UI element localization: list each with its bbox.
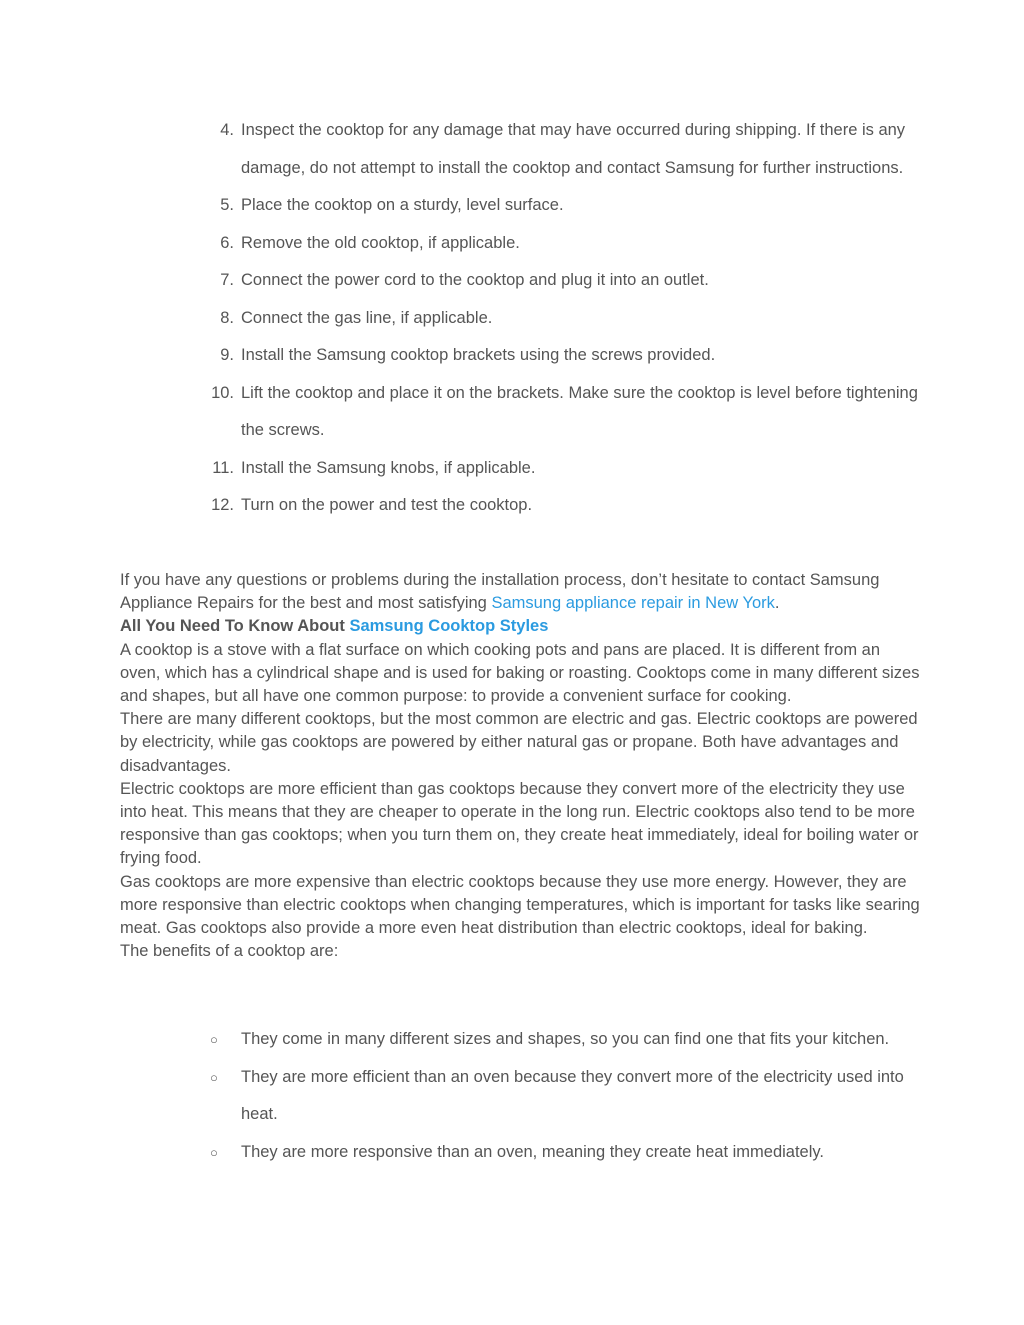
step-text: Connect the gas line, if applicable. [241,308,493,327]
benefit-text: They are more responsive than an oven, meaning they create heat immediately. [241,1142,825,1161]
bullet-icon: ○ [210,1069,218,1085]
cooktop-styles-link[interactable]: Samsung Cooktop Styles [349,617,549,636]
step-number: 10. [211,383,234,402]
paragraph: There are many different cooktops, but the most common are electric and gas. Electric cooktops are powered by electricity, while gas cooktops are powered by either natural gas or propane. Both have advantages and disadvantages. [120,710,918,775]
intro-text: If you have any questions or problems during the installation process, don’t hesitate to contact Samsung Appliance Repairs for the best and most satisfying [120,571,880,613]
list-item [120,450,920,488]
step-text: Place the cooktop on a sturdy, level surface. [241,196,564,214]
intro-period: . [774,594,780,613]
installation-steps-list [120,112,920,525]
list-item [120,1059,920,1134]
step-text: Install the Samsung knobs, if applicable. [241,458,536,477]
bullet-icon: ○ [210,1032,218,1047]
list-item [120,112,920,187]
list-item [120,337,920,375]
step-text: Remove the old cooktop, if applicable. [241,233,520,252]
list-item [120,1134,920,1172]
step-text: Inspect the cooktop for any damage that may have occurred during shipping. If there is any damage, do not attempt to install the cooktop and contact Samsung for further instructions. [241,121,906,177]
list-item [120,300,920,338]
paragraph: Gas cooktops are more expensive than electric cooktops because they use more energy. However, they are more responsive than electric cooktops when changing temperatures, which is important for tasks like searing meat. Gas cooktops also provide a more even heat distribution than electric cooktops, ideal for baking. [120,872,920,938]
list-item [120,375,920,450]
step-number: 7. [220,271,234,289]
benefits-list [120,1021,920,1171]
step-number: 8. [220,308,234,327]
step-number: 11. [212,458,234,477]
benefit-text: They come in many different sizes and shapes, so you can find one that fits your kitchen. [241,1030,890,1048]
list-item [120,1021,920,1059]
step-text: Connect the power cord to the cooktop and plug it into an outlet. [241,271,709,289]
step-number: 12. [211,496,234,514]
paragraph: Electric cooktops are more efficient than gas cooktops because they convert more of the electricity they use into heat. This means that they are cheaper to operate in the long run. Electric cooktops also tend to be more responsive than gas cooktops; when you turn them on, they create heat immediately, ideal for boiling water or frying food. [120,779,919,868]
step-text: Install the Samsung cooktop brackets using the screws provided. [241,346,716,364]
article-body [120,569,920,963]
heading-text: All You Need To Know About [120,617,350,636]
benefit-text: They are more efficient than an oven because they convert more of the electricity used into heat. [241,1067,904,1123]
paragraph: A cooktop is a stove with a flat surface on which cooking pots and pans are placed. It is different from an oven, which has a cylindrical shape and is used for baking or roasting. Cooktops come in many different sizes and shapes, but all have one common purpose: to provide a convenient surface for cooking. [120,640,920,706]
samsung-repair-link[interactable]: Samsung appliance repair in New York [491,594,775,613]
step-number: 5. [220,196,234,214]
step-number: 6. [220,233,234,252]
step-number: 9. [220,346,234,364]
bullet-icon: ○ [210,1144,218,1160]
list-item [120,262,920,300]
step-text: Turn on the power and test the cooktop. [241,496,533,514]
list-item [120,225,920,263]
list-item [120,487,920,525]
section-heading [120,615,920,638]
benefits-intro: The benefits of a cooktop are: [120,942,339,961]
intro-paragraph [120,569,920,615]
list-item [120,187,920,225]
step-text: Lift the cooktop and place it on the brackets. Make sure the cooktop is level before tightening the screws. [241,383,918,439]
step-number: 4. [220,121,234,139]
